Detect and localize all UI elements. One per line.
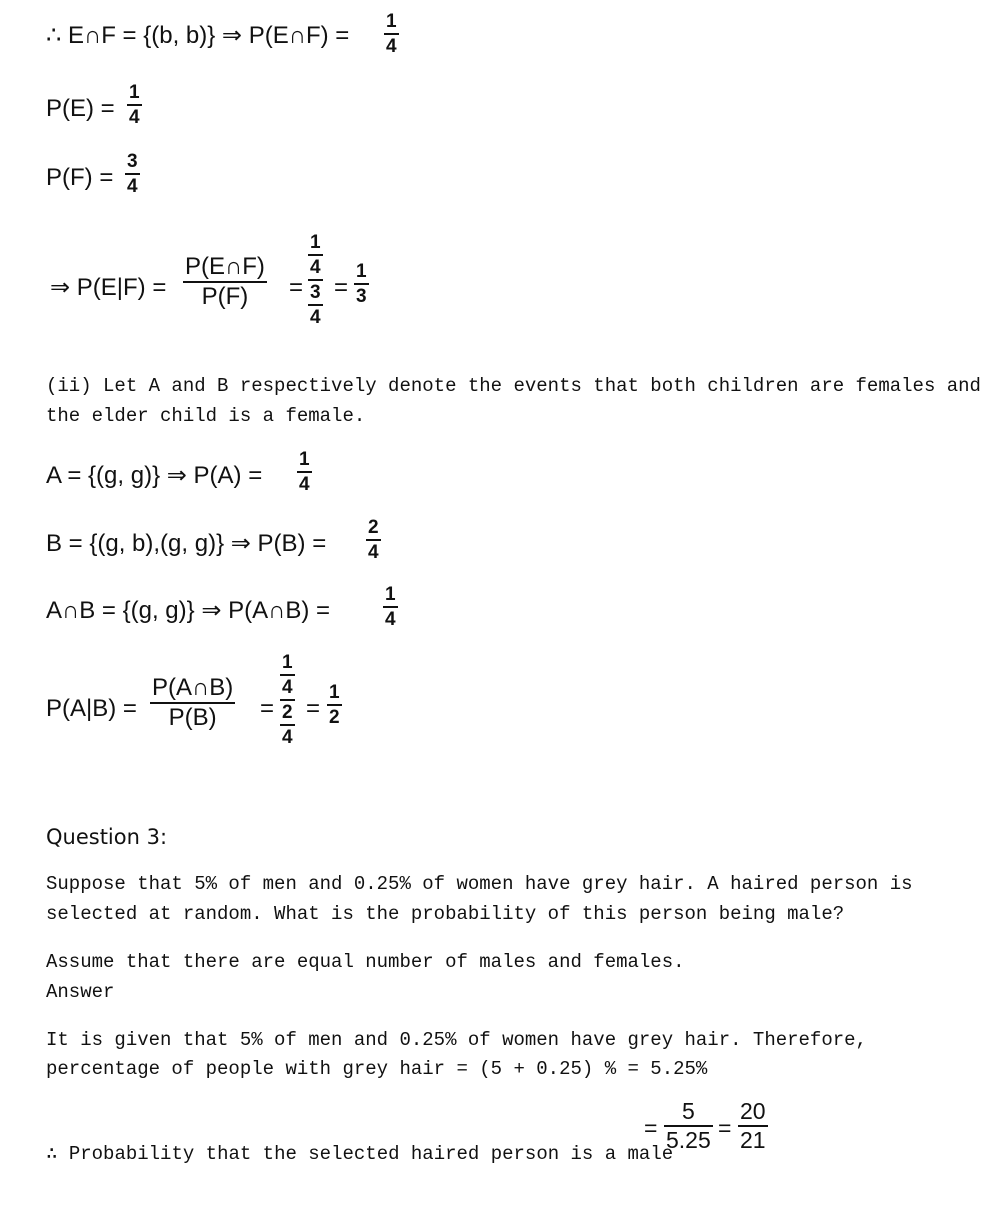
fraction-result — [327, 683, 342, 727]
denominator: 5.25 — [666, 1127, 711, 1153]
denominator: P(F) — [201, 283, 249, 310]
numerator: 1 — [356, 261, 367, 282]
denominator: 4 — [129, 107, 140, 128]
numerator: 1 — [329, 682, 340, 703]
eq-text: P(F) = — [46, 164, 114, 191]
denominator: 4 — [282, 677, 293, 698]
main-fraction-bar — [280, 699, 295, 701]
denominator: 4 — [282, 727, 293, 748]
main-fraction-bar — [308, 279, 323, 281]
eq-text: A∩B = {(g, g)} ⇒ P(A∩B) = — [46, 597, 331, 624]
fraction-bar — [125, 173, 140, 175]
numerator: 5 — [681, 1098, 695, 1124]
numerator: 1 — [385, 584, 396, 605]
eq-text: P(A|B) = — [46, 695, 137, 722]
fraction-bar — [308, 254, 323, 256]
fraction-bar — [297, 471, 312, 473]
eq-e-intersect-f — [46, 24, 349, 48]
fraction-bar — [308, 304, 323, 306]
numerator: 2 — [368, 517, 379, 538]
numerator: 1 — [299, 449, 310, 470]
fraction-p-b — [366, 518, 381, 562]
equals-sign: = — [718, 1115, 732, 1141]
fraction-p-f — [125, 152, 140, 196]
denominator: 21 — [740, 1127, 766, 1153]
fraction-bar — [280, 674, 295, 676]
equals-sign: = — [289, 274, 304, 301]
denominator: 4 — [385, 609, 396, 630]
eq-p-a-given-b — [46, 697, 137, 721]
numerator: 20 — [740, 1098, 766, 1124]
fraction-5-over-5-25 — [664, 1100, 713, 1152]
denominator: P(B) — [168, 704, 217, 731]
complex-fraction — [308, 233, 323, 327]
eq-text: B = {(g, b),(g, g)} ⇒ P(B) = — [46, 530, 327, 557]
fraction-p-a-intersect-b — [383, 585, 398, 629]
denominator: 4 — [368, 542, 379, 563]
fraction-p-e-given-f — [183, 255, 267, 309]
numerator: 1 — [282, 652, 293, 673]
eq-text: ⇒ P(E|F) = — [50, 274, 167, 301]
equals-sign: = — [644, 1115, 658, 1141]
fraction-p-a — [297, 450, 312, 494]
fraction-p-e-intersect-f — [384, 12, 399, 56]
question-text-line: Suppose that 5% of men and 0.25% of women have grey hair. A haired person is — [46, 873, 913, 895]
eq-a-intersect-b — [46, 599, 330, 623]
final-statement: ∴ Probability that the selected haired person is a male — [46, 1143, 674, 1165]
eq-text: P(E) = — [46, 95, 115, 122]
fraction-20-over-21 — [738, 1100, 768, 1152]
denominator: 2 — [329, 707, 340, 728]
equals-sign: = — [260, 695, 275, 722]
paragraph-line: (ii) Let A and B respectively denote the events that both children are females and — [46, 375, 981, 397]
answer-label: Answer — [46, 981, 115, 1003]
eq-p-f — [46, 166, 113, 190]
denominator: 4 — [299, 474, 310, 495]
numerator: 2 — [282, 702, 293, 723]
answer-text-line: percentage of people with grey hair = (5 + 0.25) % = 5.25% — [46, 1058, 708, 1080]
fraction-bar — [384, 33, 399, 35]
fraction-bar — [127, 104, 142, 106]
fraction-bar — [327, 704, 342, 706]
fraction-p-a-given-b — [150, 676, 235, 730]
eq-text: A = {(g, g)} ⇒ P(A) = — [46, 462, 263, 489]
complex-fraction — [280, 653, 295, 747]
denominator: 4 — [386, 36, 397, 57]
paragraph-line: the elder child is a female. — [46, 405, 366, 427]
fraction-bar — [354, 283, 369, 285]
fraction-bar — [383, 606, 398, 608]
question-text-line: selected at random. What is the probability of this person being male? — [46, 903, 845, 925]
denominator: 4 — [127, 176, 138, 197]
fraction-bar — [280, 724, 295, 726]
numerator: 3 — [310, 282, 321, 303]
fraction-result — [354, 262, 369, 306]
answer-text-line: It is given that 5% of men and 0.25% of women have grey hair. Therefore, — [46, 1029, 867, 1051]
numerator: 3 — [127, 151, 138, 172]
numerator: P(A∩B) — [152, 674, 234, 701]
eq-a — [46, 464, 262, 488]
numerator: 1 — [386, 11, 397, 32]
denominator: 3 — [356, 286, 367, 307]
denominator: 4 — [310, 257, 321, 278]
question-heading: Question 3: — [46, 825, 168, 849]
numerator: 1 — [310, 232, 321, 253]
equals-sign: = — [306, 695, 321, 722]
fraction-bar — [366, 539, 381, 541]
fraction-p-e — [127, 83, 142, 127]
denominator: 4 — [310, 307, 321, 328]
eq-b — [46, 532, 326, 556]
numerator: 1 — [129, 82, 140, 103]
numerator: P(E∩F) — [185, 253, 265, 280]
eq-p-e-given-f — [50, 276, 166, 300]
equals-sign: = — [334, 274, 349, 301]
assumption-text: Assume that there are equal number of males and females. — [46, 951, 685, 973]
eq-text: ∴ E∩F = {(b, b)} ⇒ P(E∩F) = — [46, 22, 350, 49]
eq-p-e — [46, 97, 115, 121]
